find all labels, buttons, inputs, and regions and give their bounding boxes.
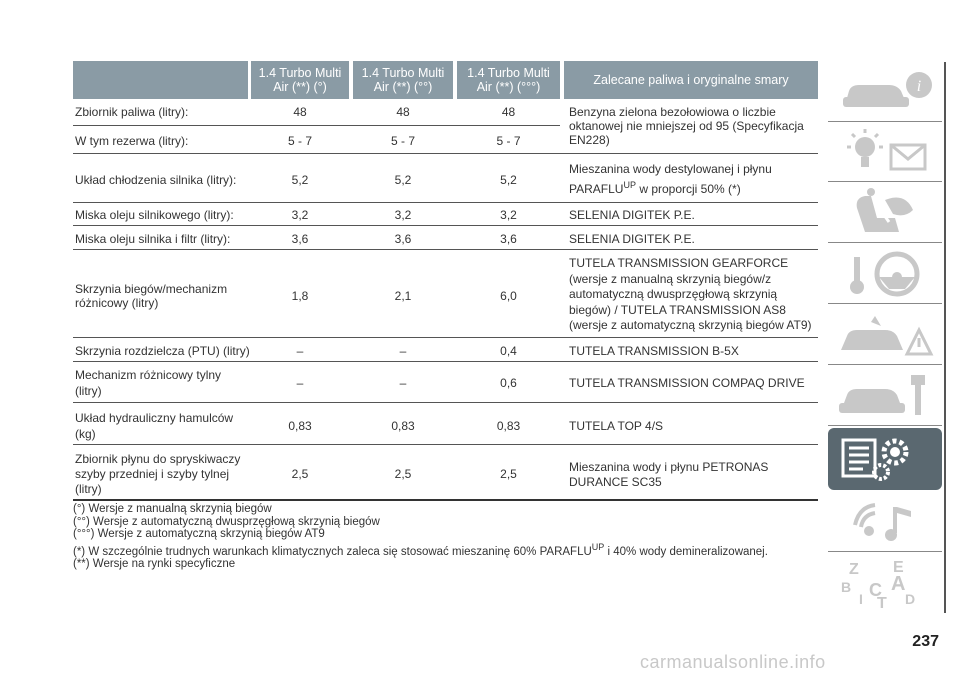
tab-technical-data[interactable] bbox=[828, 428, 942, 490]
row-value: 3,6 bbox=[500, 232, 517, 246]
svg-text:I: I bbox=[859, 590, 863, 607]
row-value: 48 bbox=[293, 105, 307, 119]
row-label: Miska oleju silnika i filtr (litry): bbox=[75, 232, 231, 246]
airbag-seat-icon bbox=[835, 188, 935, 238]
row-label: W tym rezerwa (litry): bbox=[75, 134, 189, 148]
header-col-dual-clutch: 1.4 Turbo Multi Air (**) (°°) bbox=[353, 61, 453, 99]
row-value: 5 - 7 bbox=[287, 134, 312, 148]
row-value: 0,6 bbox=[500, 376, 517, 390]
row-divider bbox=[73, 202, 818, 203]
row-recommendation: TUTELA TRANSMISSION B-5X bbox=[569, 344, 739, 358]
row-recommendation: SELENIA DIGITEK P.E. bbox=[569, 232, 695, 246]
header-empty bbox=[73, 61, 248, 99]
header-col-recommended: Zalecane paliwa i oryginalne smary bbox=[564, 61, 818, 99]
row-value: 5 - 7 bbox=[496, 134, 521, 148]
row-value: 48 bbox=[501, 105, 516, 119]
row-value: 2,5 bbox=[500, 467, 517, 481]
tab-warning-lights[interactable] bbox=[828, 122, 942, 182]
row-divider bbox=[73, 337, 818, 338]
row-divider bbox=[73, 225, 818, 226]
row-value: 2,5 bbox=[394, 467, 412, 481]
row-value: 5,2 bbox=[394, 173, 412, 187]
row-recommendation: TUTELA TRANSMISSION GEARFORCE (wersje z manualną skrzynią biegów/z automatyczną dwusprzęgłową skrzynią biegów) / TUTELA TRANSMISSION AS8 (wersje z automatyczną skrzynią biegów AT9) bbox=[569, 256, 812, 332]
footnote: (°) Wersje z manualną skrzynią biegów bbox=[73, 503, 272, 515]
row-value: 6,0 bbox=[500, 289, 517, 303]
header-col-manual: 1.4 Turbo Multi Air (**) (°) bbox=[251, 61, 349, 99]
row-value: 3,6 bbox=[394, 232, 412, 246]
row-label: Mechanizm różnicowy tylny (litry) bbox=[75, 368, 222, 398]
row-divider bbox=[73, 153, 818, 154]
row-divider bbox=[73, 444, 818, 445]
row-value: 1,8 bbox=[291, 289, 309, 303]
row-divider bbox=[73, 125, 560, 126]
row-value: 3,2 bbox=[500, 208, 517, 222]
car-breakdown-icon bbox=[835, 310, 935, 360]
row-value: 3,6 bbox=[291, 232, 309, 246]
footnotes bbox=[73, 503, 768, 571]
tab-starting-driving[interactable] bbox=[828, 244, 942, 304]
tab-index[interactable] bbox=[828, 553, 942, 612]
capacities-table bbox=[73, 61, 818, 496]
row-divider bbox=[73, 361, 818, 362]
tab-car-info[interactable] bbox=[828, 62, 942, 122]
steering-key-icon bbox=[835, 249, 935, 299]
row-value: 3,2 bbox=[394, 208, 412, 222]
index-letters-icon bbox=[835, 558, 935, 608]
warning-lights-icon bbox=[835, 127, 935, 177]
header-col-at9: 1.4 Turbo Multi Air (**) (°°°) bbox=[457, 61, 560, 99]
svg-text:B: B bbox=[841, 578, 852, 595]
tab-safety[interactable] bbox=[828, 183, 942, 243]
row-value: 0,83 bbox=[288, 419, 312, 433]
row-label: Skrzynia rozdzielcza (PTU) (litry) bbox=[75, 344, 250, 358]
row-divider bbox=[73, 402, 818, 403]
svg-text:E: E bbox=[893, 558, 904, 576]
svg-text:D: D bbox=[905, 590, 916, 607]
footnote: (**) Wersje na rynki specyficzne bbox=[73, 558, 236, 571]
row-label: Układ chłodzenia silnika (litry): bbox=[75, 173, 237, 187]
row-recommendation: TUTELA TOP 4/S bbox=[569, 419, 664, 433]
row-value: 5,2 bbox=[500, 173, 517, 187]
row-label: Skrzynia biegów/mechanizm różnicowy (litry) bbox=[75, 282, 228, 310]
table-bottom-border bbox=[73, 499, 818, 501]
row-divider bbox=[73, 249, 818, 250]
row-recommendation: Mieszanina wody i płynu PETRONAS DURANCE SC35 bbox=[569, 460, 769, 489]
row-label: Zbiornik płynu do spryskiwaczy szyby przedniej i szyby tylnej (litry) bbox=[75, 452, 241, 496]
car-info-icon bbox=[835, 67, 935, 117]
row-value: 48 bbox=[396, 105, 410, 119]
fuel-recommendation: Benzyna zielona bezołowiowa o liczbie oktanowej nie mniejszej od 95 (Specyfikacja EN228) bbox=[569, 105, 804, 147]
row-value: – bbox=[399, 344, 407, 358]
row-recommendation: TUTELA TRANSMISSION COMPAQ DRIVE bbox=[569, 376, 805, 390]
row-label: Miska oleju silnikowego (litry): bbox=[75, 208, 234, 222]
car-maintenance-icon bbox=[835, 371, 935, 421]
row-value: 3,2 bbox=[291, 208, 309, 222]
footnote: (°°) Wersje z automatyczną dwusprzęgłową skrzynią biegów bbox=[73, 515, 380, 528]
page-number: 237 bbox=[912, 633, 939, 650]
table-header bbox=[73, 61, 818, 99]
footnote: (°°°) Wersje z automatyczną skrzynią biegów AT9 bbox=[73, 528, 325, 541]
svg-text:i: i bbox=[916, 77, 922, 95]
svg-text:A: A bbox=[891, 572, 906, 595]
row-value: 2,5 bbox=[291, 467, 309, 481]
multimedia-icon bbox=[835, 497, 935, 547]
sidebar-divider bbox=[944, 62, 946, 613]
row-value: 0,4 bbox=[500, 344, 517, 358]
row-label: Układ hydrauliczny hamulców (kg) bbox=[75, 411, 234, 441]
svg-text:Z: Z bbox=[849, 560, 859, 578]
svg-text:C: C bbox=[869, 579, 882, 600]
row-label: Zbiornik paliwa (litry): bbox=[75, 105, 189, 119]
tab-maintenance[interactable] bbox=[828, 366, 942, 426]
coolant-recommendation: Mieszanina wody destylowanej i płynu $PARAFLU^{UP}$ w proporcji 50% (*) bbox=[569, 162, 772, 196]
row-value: 5,2 bbox=[291, 173, 309, 187]
footnote: (*) W szczególnie trudnych warunkach klimatycznych zaleca się stosować mieszaninę 60% $PARAFLU^{UP}$ i 40% wody demineralizowanej. bbox=[73, 541, 768, 558]
row-recommendation: SELENIA DIGITEK P.E. bbox=[569, 208, 695, 222]
tab-multimedia[interactable] bbox=[828, 492, 942, 552]
svg-text:T: T bbox=[877, 594, 887, 608]
row-value: 0,83 bbox=[391, 419, 415, 433]
row-value: – bbox=[399, 376, 407, 390]
watermark: carmanualsonline.info bbox=[640, 652, 826, 672]
row-value: 0,83 bbox=[496, 419, 521, 433]
row-value: 2,1 bbox=[394, 289, 412, 303]
tab-emergency[interactable] bbox=[828, 305, 942, 365]
row-value: – bbox=[296, 376, 304, 390]
specs-gear-icon bbox=[835, 434, 935, 484]
row-value: – bbox=[296, 344, 304, 358]
row-value: 5 - 7 bbox=[390, 134, 415, 148]
